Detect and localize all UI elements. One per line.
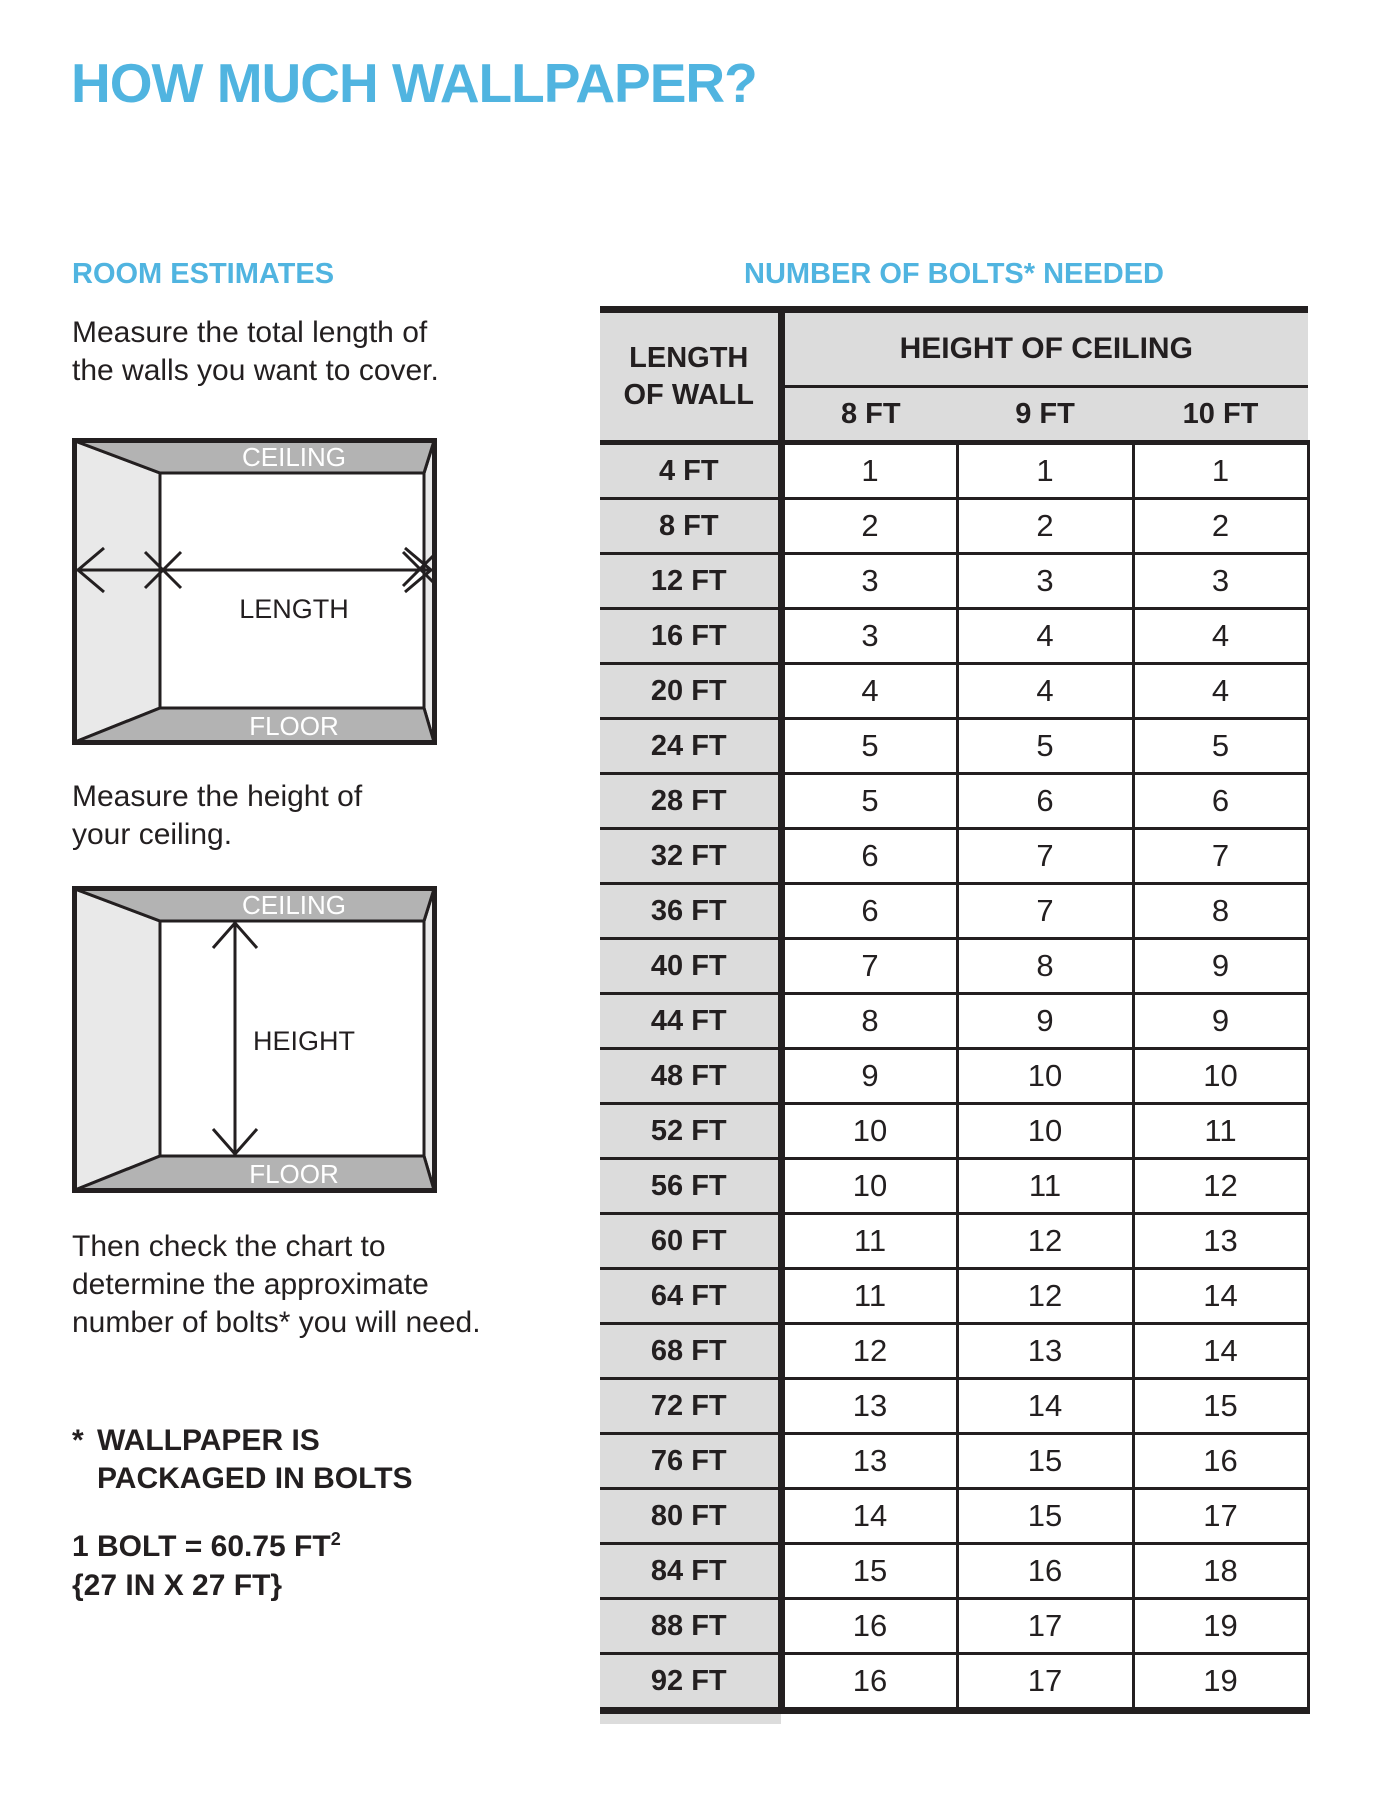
bolt-count-cell: 10 (781, 1104, 957, 1159)
bolt-count-cell: 18 (1133, 1544, 1308, 1599)
bolt-count-cell: 12 (781, 1324, 957, 1379)
measure-height-paragraph (72, 778, 362, 854)
bolt-count-cell: 14 (1133, 1324, 1308, 1379)
height-label: HEIGHT (253, 1026, 356, 1056)
wall-length-cell: 12 FT (600, 554, 781, 609)
bolt-count-cell: 6 (957, 774, 1133, 829)
column-header-10ft: 10 FT (1133, 387, 1308, 443)
bolt-count-cell: 2 (1133, 499, 1308, 554)
paragraph-line: Measure the total length of (72, 316, 428, 349)
wall-length-cell: 4 FT (600, 443, 781, 499)
bolt-count-cell: 7 (957, 829, 1133, 884)
bolt-count-cell: 11 (1133, 1104, 1308, 1159)
bolt-count-cell: 17 (957, 1654, 1133, 1711)
room-estimates-heading: ROOM ESTIMATES (72, 258, 335, 290)
table-row (600, 1324, 1308, 1379)
wall-length-cell: 80 FT (600, 1489, 781, 1544)
table-row (600, 1269, 1308, 1324)
table-row (600, 443, 1308, 499)
bolt-count-cell: 1 (781, 443, 957, 499)
measure-length-paragraph (72, 314, 439, 390)
bolt-count-cell: 2 (957, 499, 1133, 554)
bolt-count-cell: 4 (781, 664, 957, 719)
bolt-count-cell: 17 (1133, 1489, 1308, 1544)
bolt-count-cell: 14 (781, 1489, 957, 1544)
bolt-count-cell: 9 (781, 1049, 957, 1104)
bolt-count-cell: 11 (781, 1269, 957, 1324)
back-wall-shape (160, 473, 424, 708)
bolt-count-cell: 12 (957, 1214, 1133, 1269)
length-label: LENGTH (239, 594, 349, 624)
bolt-count-cell: 13 (781, 1379, 957, 1434)
bolt-equation-line (72, 1520, 341, 1566)
table-row (600, 939, 1308, 994)
table-row (600, 774, 1308, 829)
bolt-count-cell: 13 (957, 1324, 1133, 1379)
wall-length-cell: 52 FT (600, 1104, 781, 1159)
paragraph-line: determine the approximate (72, 1268, 429, 1301)
bolt-count-cell: 10 (1133, 1049, 1308, 1104)
bolt-count-cell: 9 (957, 994, 1133, 1049)
bolt-count-cell: 14 (1133, 1269, 1308, 1324)
bolt-count-cell: 7 (1133, 829, 1308, 884)
column-header-9ft: 9 FT (957, 387, 1133, 443)
table-row (600, 1654, 1308, 1711)
bolt-count-cell: 10 (957, 1049, 1133, 1104)
bolt-count-cell: 16 (957, 1544, 1133, 1599)
column-header-8ft: 8 FT (781, 387, 957, 443)
bolt-size-spec (72, 1520, 341, 1605)
bolt-count-cell: 1 (957, 443, 1133, 499)
header-line: LENGTH (629, 341, 749, 374)
wall-length-cell: 76 FT (600, 1434, 781, 1489)
table-header (600, 310, 1308, 443)
bolt-count-cell: 3 (781, 554, 957, 609)
bolt-count-cell: 3 (957, 554, 1133, 609)
table-row (600, 1489, 1308, 1544)
paragraph-line: Measure the height of (72, 780, 363, 813)
paragraph-line: number of bolts* you will need. (72, 1306, 481, 1339)
bolt-count-cell: 9 (1133, 939, 1308, 994)
bolt-count-cell: 5 (781, 719, 957, 774)
bolt-count-cell: 12 (1133, 1159, 1308, 1214)
bolt-count-cell: 15 (781, 1544, 957, 1599)
table-row (600, 719, 1308, 774)
bolt-count-cell: 6 (1133, 774, 1308, 829)
table-row (600, 1379, 1308, 1434)
bolt-count-cell: 4 (957, 664, 1133, 719)
bolt-count-cell: 17 (957, 1599, 1133, 1654)
bolt-count-cell: 5 (957, 719, 1133, 774)
paragraph-line: the walls you want to cover. (72, 354, 439, 387)
bolt-count-cell: 1 (1133, 443, 1308, 499)
left-wall-shape (75, 441, 160, 742)
wall-length-cell: 20 FT (600, 664, 781, 719)
table-row (600, 994, 1308, 1049)
page-title: HOW MUCH WALLPAPER? (71, 52, 757, 114)
length-of-wall-header (600, 310, 781, 443)
wall-length-cell: 72 FT (600, 1379, 781, 1434)
room-height-diagram (72, 886, 437, 1193)
table-row (600, 1214, 1308, 1269)
bolt-count-cell: 14 (957, 1379, 1133, 1434)
table-row (600, 499, 1308, 554)
bolt-count-cell: 13 (1133, 1214, 1308, 1269)
bolt-count-cell: 4 (957, 609, 1133, 664)
footnote-line: WALLPAPER IS (97, 1424, 320, 1457)
squared-superscript: 2 (330, 1529, 341, 1549)
bolt-count-cell: 2 (781, 499, 957, 554)
bolt-count-cell: 15 (957, 1489, 1133, 1544)
wall-length-cell: 68 FT (600, 1324, 781, 1379)
bolt-count-cell: 11 (781, 1214, 957, 1269)
paragraph-line: Then check the chart to (72, 1230, 386, 1263)
wall-length-cell: 32 FT (600, 829, 781, 884)
table-row (600, 884, 1308, 939)
bolt-count-cell: 8 (957, 939, 1133, 994)
bolt-equation-text: 1 BOLT = 60.75 FT (72, 1530, 331, 1563)
bolt-count-cell: 19 (1133, 1599, 1308, 1654)
bolt-table-body (600, 443, 1308, 1711)
table-row (600, 1104, 1308, 1159)
wallpaper-bolts-footnote (72, 1422, 413, 1498)
bolt-count-cell: 3 (1133, 554, 1308, 609)
table-row (600, 664, 1308, 719)
bolt-count-cell: 11 (957, 1159, 1133, 1214)
bolt-count-cell: 7 (957, 884, 1133, 939)
wall-length-cell: 16 FT (600, 609, 781, 664)
footnote-line: PACKAGED IN BOLTS (97, 1462, 413, 1495)
ceiling-label: CEILING (241, 442, 347, 472)
bolt-count-cell: 6 (781, 829, 957, 884)
bolt-count-cell: 9 (1133, 994, 1308, 1049)
wall-length-cell: 64 FT (600, 1269, 781, 1324)
bolt-count-cell: 16 (781, 1654, 957, 1711)
bolt-count-cell: 8 (1133, 884, 1308, 939)
bolt-dimensions-line: {27 IN X 27 FT} (72, 1569, 283, 1602)
header-line: OF WALL (623, 378, 754, 411)
paragraph-line: your ceiling. (72, 818, 233, 851)
wall-length-cell: 24 FT (600, 719, 781, 774)
bolt-count-cell: 3 (781, 609, 957, 664)
bolt-count-cell: 4 (1133, 664, 1308, 719)
wall-length-cell: 56 FT (600, 1159, 781, 1214)
wall-length-cell: 92 FT (600, 1654, 781, 1711)
table-row (600, 1159, 1308, 1214)
bolt-count-cell: 15 (957, 1434, 1133, 1489)
bolt-count-cell: 15 (1133, 1379, 1308, 1434)
wall-length-cell: 60 FT (600, 1214, 781, 1269)
bolt-count-cell: 13 (781, 1434, 957, 1489)
bolt-count-cell: 5 (781, 774, 957, 829)
table-row (600, 1434, 1308, 1489)
ceiling-label: CEILING (241, 890, 347, 920)
bolt-count-cell: 7 (781, 939, 957, 994)
asterisk: * (72, 1424, 84, 1457)
floor-label: FLOOR (249, 711, 339, 741)
table-footer-stub (600, 1714, 781, 1724)
bolt-count-cell: 16 (1133, 1434, 1308, 1489)
wall-length-cell: 28 FT (600, 774, 781, 829)
bolt-count-cell: 5 (1133, 719, 1308, 774)
floor-label: FLOOR (249, 1159, 339, 1189)
bolts-table-container (600, 306, 1308, 1724)
bolt-count-cell: 10 (781, 1159, 957, 1214)
wall-length-cell: 88 FT (600, 1599, 781, 1654)
wall-length-cell: 84 FT (600, 1544, 781, 1599)
table-row (600, 829, 1308, 884)
wall-length-cell: 40 FT (600, 939, 781, 994)
table-row (600, 1049, 1308, 1104)
table-row (600, 554, 1308, 609)
left-wall-shape (75, 889, 160, 1190)
wall-length-cell: 8 FT (600, 499, 781, 554)
height-of-ceiling-header: HEIGHT OF CEILING (781, 310, 1308, 387)
table-row (600, 609, 1308, 664)
bolts-needed-heading: NUMBER OF BOLTS* NEEDED (744, 258, 1164, 290)
table-row (600, 1599, 1308, 1654)
check-chart-paragraph (72, 1228, 481, 1342)
wall-length-cell: 44 FT (600, 994, 781, 1049)
bolt-count-cell: 6 (781, 884, 957, 939)
bolt-count-cell: 19 (1133, 1654, 1308, 1711)
table-row (600, 1544, 1308, 1599)
bolt-count-cell: 12 (957, 1269, 1133, 1324)
bolts-needed-table (600, 306, 1310, 1714)
wall-length-cell: 48 FT (600, 1049, 781, 1104)
room-length-diagram (72, 438, 437, 745)
wall-length-cell: 36 FT (600, 884, 781, 939)
bolt-count-cell: 16 (781, 1599, 957, 1654)
bolt-count-cell: 10 (957, 1104, 1133, 1159)
bolt-count-cell: 8 (781, 994, 957, 1049)
bolt-count-cell: 4 (1133, 609, 1308, 664)
